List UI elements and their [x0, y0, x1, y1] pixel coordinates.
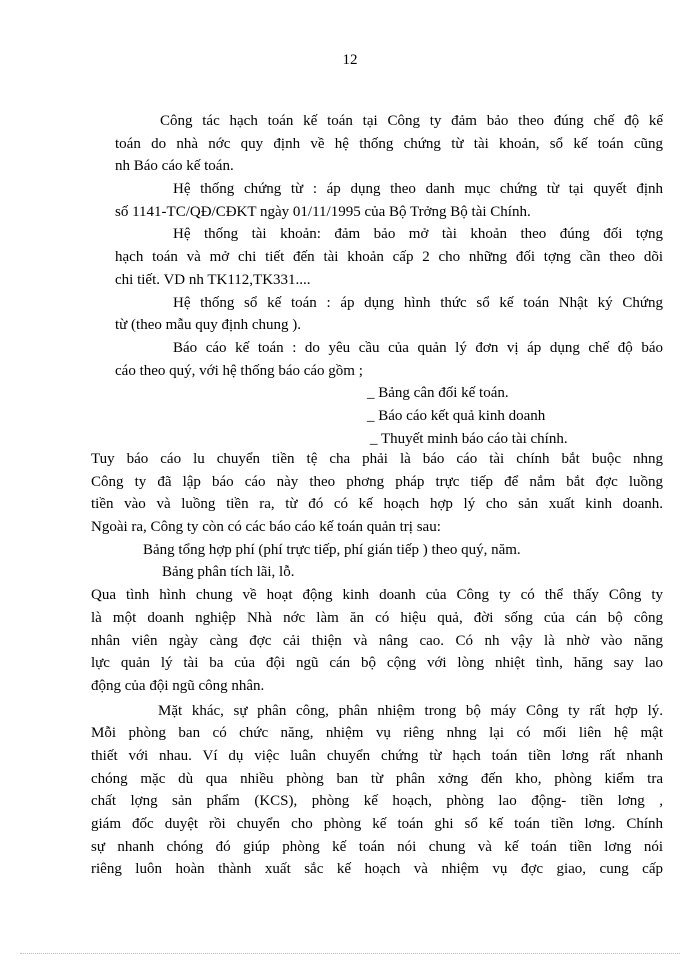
text-line: chóng mặc dù qua nhiều phòng ban từ phân xởng đến kho, phòng kiểm tra [91, 770, 663, 787]
text-line: Hệ thống sổ kế toán : áp dụng hình thức sổ kế toán Nhật ký Chứng [173, 294, 663, 311]
text-line: Ngoài ra, Công ty còn có các báo cáo kế toán quản trị sau: [91, 519, 441, 536]
text-line: Qua tình hình chung về hoạt động kinh doanh của Công ty có thể thấy Công ty [91, 587, 663, 604]
text-line: số 1141-TC/QĐ/CĐKT ngày 01/11/1995 của Bộ Trởng Bộ tài Chính. [115, 203, 531, 220]
text-line: là một doanh nghiệp Nhà nớc làm ăn có hiệu quả, đời sống của cán bộ công [91, 609, 663, 626]
text-line: lực quản lý tài ba của đội ngũ cán bộ cộng với lòng nhiệt tình, hăng say lao [91, 655, 663, 672]
text-line: Báo cáo kế toán : do yêu cầu của quản lý đơn vị áp dụng chế độ báo [173, 339, 663, 356]
report-list-item: _ Báo cáo kết quả kinh doanh [367, 407, 546, 424]
text-line: toán do nhà nớc quy định về hệ thống chứng từ tài khoản, sổ kế toán cũng [115, 135, 663, 152]
report-list-item: _ Thuyết minh báo cáo tài chính. [370, 430, 568, 447]
text-line: Mỗi phòng ban có chức năng, nhiệm vụ riêng nhng lại có mối liên hệ mật [91, 725, 663, 742]
text-line: thiết với nhau. Ví dụ việc luân chuyển chứng từ hạch toán tiền lơng rất nhanh [91, 747, 663, 764]
page-bottom-rule [20, 953, 680, 954]
text-line: Bảng tổng hợp phí (phí trực tiếp, phí gián tiếp ) theo quý, năm. [143, 541, 521, 558]
text-line: nh Báo cáo kế toán. [115, 158, 234, 175]
text-line: Công ty đã lập báo cáo này theo phơng pháp trực tiếp để nắm bắt đợc luồng [91, 473, 663, 490]
text-line: Hệ thống tài khoản: đảm bảo mở tài khoản theo đúng đối tợng [173, 226, 663, 243]
text-line: chất lợng sản phẩm (KCS), phòng kế hoạch, phòng lao động- tiền lơng , [91, 793, 663, 810]
document-body [115, 110, 663, 450]
text-line: Mặt khác, sự phân công, phân nhiệm trong bộ máy Công ty rất hợp lý. [158, 702, 663, 719]
text-line: tiền vào và luồng tiền ra, từ đó có kế hoạch hợp lý cho sản xuất kinh doanh. [91, 496, 663, 513]
text-line: giám đốc duyệt rồi chuyển cho phòng kế toán ghi sổ kế toán tiền lơng. Chính [91, 816, 663, 832]
text-line: nhân viên ngày càng đợc cải thiện và nâng cao. Có nh vậy là nhờ vào năng [91, 632, 663, 649]
text-line: động của đội ngũ công nhân. [91, 677, 265, 694]
document-body-lower [91, 448, 663, 881]
text-line: Tuy báo cáo lu chuyển tiền tệ cha phải là báo cáo tài chính bắt buộc nhng [91, 451, 663, 467]
text-line: từ (theo mẫu quy định chung ). [115, 317, 302, 334]
text-line: Công tác hạch toán kế toán tại Công ty đảm bảo theo đúng chế độ kế [160, 113, 663, 129]
page-number: 12 [342, 52, 358, 68]
text-line: hạch toán và mở chi tiết đến tài khoản cấp 2 cho những đối tợng cần theo dõi [115, 249, 663, 266]
text-line: Hệ thống chứng từ : áp dụng theo danh mục chứng từ tại quyết định [173, 181, 663, 198]
text-line: riêng luôn hoàn thành xuất sắc kế hoạch và nhiệm vụ đợc giao, cung cấp [91, 861, 663, 878]
report-list-item: _ Bảng cân đối kế toán. [367, 385, 509, 402]
text-line: sự nhanh chóng đó giúp phòng kế toán nói chung và kế toán tiền lơng nói [91, 838, 663, 855]
text-line: Bảng phân tích lãi, lỗ. [162, 564, 295, 581]
text-line: cáo theo quý, với hệ thống báo cáo gồm ; [115, 362, 363, 379]
text-line: chi tiết. VD nh TK112,TK331.... [115, 271, 311, 288]
